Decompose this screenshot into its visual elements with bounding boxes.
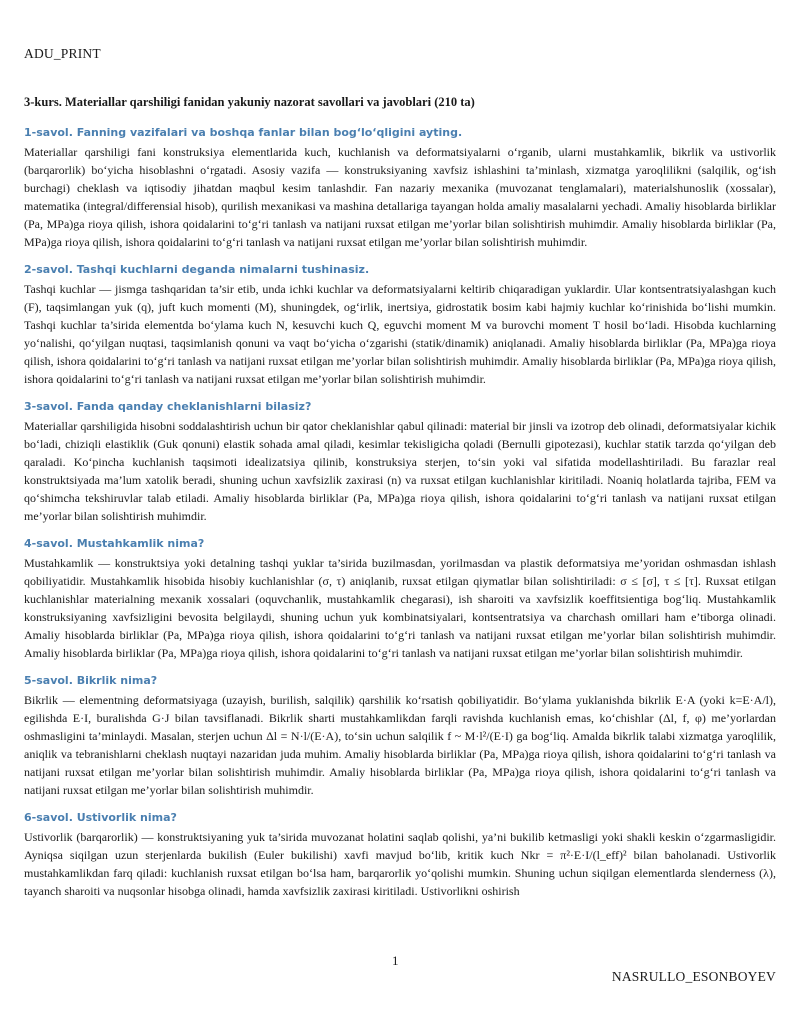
- question-section: [24, 672, 776, 799]
- footer-label: NASRULLO_ESONBOYEV: [611, 969, 776, 984]
- document-content: [24, 92, 776, 910]
- question-title: 6-savol. Ustivorlik nima?: [24, 811, 177, 824]
- question-section: [24, 535, 776, 662]
- question-answer: Ustivorlik (barqarorlik) — konstruktsiyaning yuk ta’sirida muvozanat holatini saqlab qolishi, ya’ni bukilib ketmasligi yoki shakli keskin o‘zgarmasligidir. Ayniqsa siqilgan uzun sterjenlarda bukilish (Euler bukilishi) xavfi mavjud bo‘lib, kritik kuch Nkr = π²·E·I/(l_eff)² bilan baholanadi. Ustivorlik mustahkamlikdan farq qiladi: kuchlanish ruxsat etilgan bo‘lsa ham, barqarorlik yo‘qolishi mumkin. Shuning uchun siqilgan elementlarda slenderness (λ), tayanch sharoiti va nuqsonlar hisobga olinadi, hamda xavfsizlik zaxirasi kiritiladi. Ustivorlikni oshirish: [24, 830, 776, 898]
- document-title: 3-kurs. Materiallar qarshiligi fanidan yakuniy nazorat savollari va javoblari (210 ta): [24, 95, 475, 109]
- question-title: 4-savol. Mustahkamlik nima?: [24, 537, 205, 550]
- question-title: 5-savol. Bikrlik nima?: [24, 674, 158, 687]
- question-answer: Mustahkamlik — konstruktsiya yoki detalning tashqi yuklar ta’sirida buzilmasdan, yorilmasdan va plastik deformatsiya me’yoridan oshmasdan ishlash qobiliyatidir. Mustahkamlik hisobida hisobiy kuchlanishlar (σ, τ) aniqlanib, ruxsat etilgan qiymatlar bilan solishtiriladi: σ ≤ [σ], τ ≤ [τ]. Ruxsat etilgan kuchlanishlar materialning mexanik xossalari (oquvchanlik, mustahkamlik chegarasi), ish sharoiti va xavfsizlik koeffitsientiga bog‘liq. Mustahkamlik konstruksiyaning xavfsizligini bevosita belgilaydi, shuning uchun yuk kombinatsiyalari, kontsentratsiya va charchash omillari ham e’tiborga olinadi. Amaliy hisoblarda birliklar (Pa, MPa)ga rioya qilish, ishora qoidalarini to‘g‘ri tanlash va natijani ruxsat etilgan me’yorlar bilan solishtirish muhimdir. Amaliy hisoblarda birliklar (Pa, MPa)ga rioya qilish, ishora qoidalarini to‘g‘ri tanlash va natijani ruxsat etilgan me’yorlar bilan solishtirish muhimdir.: [24, 556, 776, 660]
- question-title: 1-savol. Fanning vazifalari va boshqa fanlar bilan bog‘lo‘qligini ayting.: [24, 126, 463, 139]
- question-section: [24, 261, 776, 388]
- question-section: [24, 809, 776, 900]
- page-number: 1: [392, 953, 399, 968]
- question-answer: Bikrlik — elementning deformatsiyaga (uzayish, burilish, salqilik) qarshilik ko‘rsatish qobiliyatidir. Bo‘ylama yuklanishda bikrlik E·A (yoki k=E·A/l), egilishda E·I, buralishda G·J bilan tavsiflanadi. Bikrlik sharti mustahkamlikdan farqli ravishda kuchlanish emas, ko‘chishlar (Δl, f, φ) me’yorlardan oshmasligini ta’minlaydi. Masalan, sterjen uchun Δl = N·l/(E·A), to‘sin uchun salqilik f ~ M·l²/(E·I) ga bog‘liq. Amalda bikrlik talabi xizmatga yaroqlilik, aniqlik va tebranishlarni cheklash nuqtayi nazaridan juda muhim. Amaliy hisoblarda birliklar (Pa, MPa)ga rioya qilish, ishora qoidalarini to‘g‘ri tanlash va natijani ruxsat etilgan me’yorlar bilan solishtirish muhimdir. Amaliy hisoblarda birliklar (Pa, MPa)ga rioya qilish, ishora qoidalarini to‘g‘ri tanlash va natijani ruxsat etilgan me’yorlar bilan solishtirish muhimdir.: [24, 693, 776, 797]
- question-title: 3-savol. Fanda qanday cheklanishlarni bilasiz?: [24, 400, 312, 413]
- question-answer: Materiallar qarshiligida hisobni soddalashtirish uchun bir qator cheklanishlar qabul qilinadi: material bir jinsli va izotrop deb olinadi, deformatsiyalar kichik bo‘ladi, chiziqli elastiklik (Guk qonuni) elastik sohada amal qiladi, kesimlar tekisligicha qoladi (Bernulli gipotezasi), kuchlar statik tarzda qo‘yilgan deb qaraladi. Ko‘pincha kuchlanish taqsimoti idealizatsiya qilinib, konstruksiya sterjen, to‘sin yoki val sifatida modellashtiriladi. Bu farazlar real konstruktsiyada ma’lum xatolik beradi, shuning uchun xavfsizlik zaxirasi (n) va ruxsat etilgan kuchlanishlar kiritiladi. Noaniq holatlarda tajriba, FEM va qo‘shimcha tekshiruvlar talab etiladi. Amaliy hisoblarda birliklar (Pa, MPa)ga rioya qilish, ishora qoidalarini to‘g‘ri tanlash va natijani ruxsat etilgan me’yorlar bilan solishtirish muhimdir.: [24, 419, 776, 523]
- question-answer: Tashqi kuchlar — jismga tashqaridan ta’sir etib, unda ichki kuchlar va deformatsiyalarni keltirib chiqaradigan yuklardir. Ular kontsentratsiyalashgan kuch (F), taqsimlangan yuk (q), juft kuch momenti (M), shuningdek, og‘irlik, inertsiya, gidrostatik bosim kabi hajmiy kuchlar ko‘rinishida bo‘lishi mumkin. Tashqi kuchlar ta’sirida elementda bo‘ylama kuch N, kesuvchi kuch Q, eguvchi moment M va burovchi moment T hosil bo‘ladi. Hisobda kuchlarning yo‘nalishi, qo‘yilgan nuqtasi, taqsimlanish qonuni va vaqt bo‘yicha o‘zgarishi (statik/dinamik) aniqlanadi. Amaliy hisoblarda birliklar (Pa, MPa)ga rioya qilish, ishora qoidalarini to‘g‘ri tanlash va natijani ruxsat etilgan me’yorlar bilan solishtirish muhimdir. Amaliy hisoblarda birliklar (Pa, MPa)ga rioya qilish, ishora qoidalarini to‘g‘ri tanlash va natijani ruxsat etilgan me’yorlar bilan solishtirish muhimdir.: [24, 282, 776, 386]
- question-title: 2-savol. Tashqi kuchlarni deganda nimalarni tushinasiz.: [24, 263, 370, 276]
- question-section: [24, 398, 776, 525]
- question-answer: Materiallar qarshiligi fani konstruksiya elementlarida kuch, kuchlanish va deformatsiyalarni o‘rganib, ularni mustahkamlik, bikrlik va ustivorlik (barqarorlik) bo‘yicha hisoblashni o‘rgatadi. Asosiy vazifa — konstruksiyaning xavfsiz ishlashini ta’minlash, xizmatga yaroqlilikni (salqilik, og‘ish burchagi) cheklash va iqtisodiy jihatdan maqbul kesim tanlashdir. Fan nazariy mexanika (muvozanat tenglamalari), materialshunoslik (xossalar), matematika (integral/differensial hisob), qurilish mexanikasi va mashina detallariga tayangan holda amaliy masalalarni yechadi. Amaliy hisoblarda birliklar (Pa, MPa)ga rioya qilish, ishora qoidalarini to‘g‘ri tanlash va natijani ruxsat etilgan me’yorlar bilan solishtirish muhimdir. Amaliy hisoblarda birliklar (Pa, MPa)ga rioya qilish, ishora qoidalarini to‘g‘ri tanlash va natijani ruxsat etilgan me’yorlar bilan solishtirish muhimdir.: [24, 145, 776, 249]
- question-section: [24, 124, 776, 251]
- header-label: ADU_PRINT: [24, 46, 101, 61]
